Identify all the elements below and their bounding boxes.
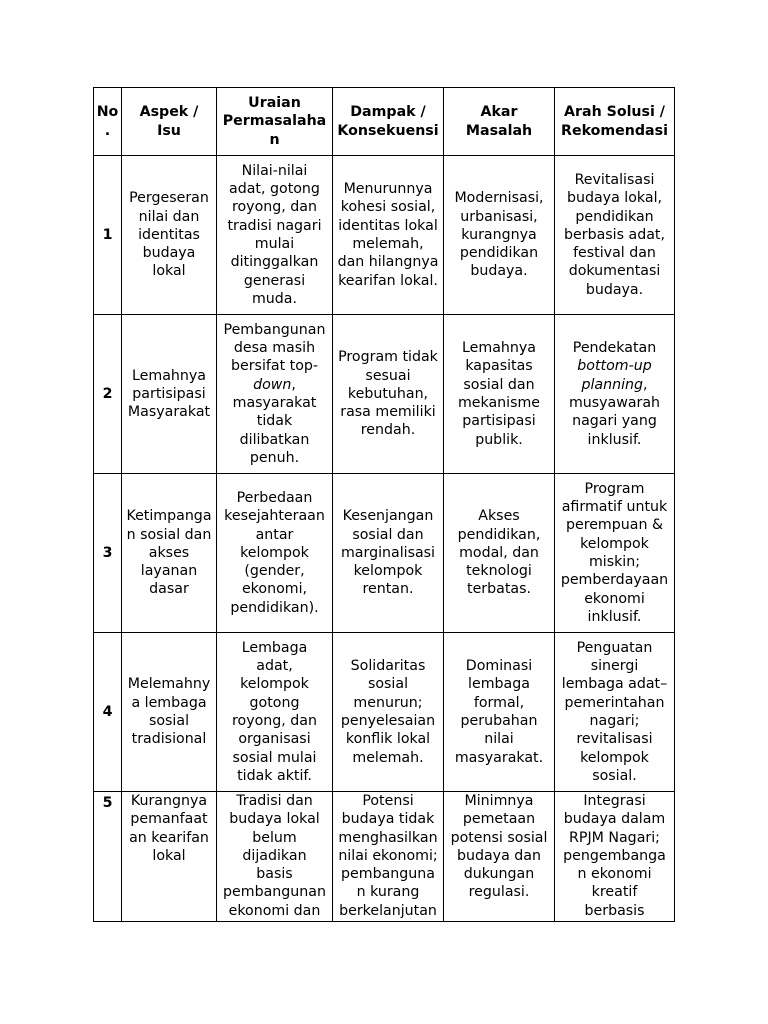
- cell-line: dan hilangnya: [337, 254, 439, 271]
- cell-line: an kearifan: [129, 829, 209, 846]
- cell-line: Integrasi: [583, 793, 646, 809]
- dampak-cell: [333, 792, 444, 922]
- cell-line: rentan.: [362, 581, 414, 598]
- arah-cell: [555, 633, 675, 792]
- table-row: [93, 156, 675, 315]
- cell-line: kelompok: [240, 676, 309, 693]
- header-aspek: [122, 88, 217, 156]
- cell-line: budaya lokal,: [566, 190, 663, 207]
- cell-line: pengembanga: [563, 847, 666, 864]
- cell-line: Ketimpanga: [126, 508, 212, 525]
- cell-line: kurangnya: [461, 226, 537, 243]
- cell-line: bottom-up: [577, 358, 652, 375]
- header-uraian: [217, 88, 333, 156]
- cell-line: No: [96, 104, 119, 121]
- cell-line: Masyarakat: [127, 404, 211, 421]
- cell-line: modal, dan: [459, 544, 539, 561]
- cell-line: royong, dan: [231, 199, 317, 216]
- cell-line: kohesi sosial,: [340, 199, 436, 216]
- cell-line: terbatas.: [467, 581, 531, 598]
- akar-cell: [444, 792, 555, 922]
- header-arah: [555, 88, 675, 156]
- cell-line: nilai ekonomi;: [338, 847, 438, 864]
- cell-line: Konsekuensi: [337, 122, 439, 139]
- cell-line: ekonomi,: [241, 581, 308, 598]
- cell-line: melemah,: [352, 236, 424, 252]
- cell-line: berkelanjutan: [339, 902, 437, 919]
- cell-line: revitalisasi: [576, 731, 653, 748]
- cell-line: Aspek /: [139, 104, 199, 121]
- cell-line: rendah.: [360, 422, 416, 439]
- cell-line: formal,: [473, 694, 525, 711]
- cell-line: sosial: [367, 676, 409, 693]
- cell-line: sesuai: [365, 367, 411, 384]
- table-row: [93, 792, 675, 922]
- cell-line: nagari;: [589, 713, 640, 729]
- cell-line: budaya dalam: [563, 811, 666, 828]
- arah-cell: [555, 792, 675, 922]
- cell-line: urbanisasi,: [460, 208, 538, 225]
- row-number: 3: [94, 474, 122, 633]
- aspek-cell: [122, 474, 217, 633]
- cell-line: menurun;: [353, 694, 423, 711]
- cell-line: kelompok: [240, 544, 309, 561]
- cell-line: Dominasi: [465, 658, 533, 675]
- akar-cell: [444, 156, 555, 315]
- cell-line: basis: [256, 866, 293, 883]
- cell-line: RPJM Nagari;: [569, 829, 660, 846]
- uraian-cell: [217, 633, 333, 792]
- cell-line: Permasalaha: [222, 113, 327, 130]
- dampak-cell: [333, 633, 444, 792]
- cell-line: down,: [253, 376, 296, 393]
- cell-line: Modernisasi,: [454, 190, 544, 207]
- cell-line: Pergeseran: [129, 190, 209, 207]
- cell-line: perempuan &: [565, 517, 664, 534]
- header-akar: [444, 88, 555, 156]
- cell-line: perubahan: [460, 713, 538, 729]
- header-no: [94, 88, 122, 156]
- cell-line: nagari yang: [572, 413, 657, 430]
- cell-line: adat, gotong: [229, 181, 320, 198]
- cell-line: kelompok: [580, 535, 649, 552]
- cell-line: nilai: [484, 731, 514, 748]
- cell-line: berbasis adat,: [564, 226, 665, 243]
- aspek-cell: [122, 315, 217, 474]
- cell-line: Rekomendasi: [561, 122, 668, 139]
- cell-line: budaya lokal: [229, 811, 320, 828]
- cell-line: miskin;: [588, 554, 641, 570]
- cell-line: dilibatkan: [239, 431, 310, 448]
- cell-line: bersifat top-: [230, 358, 319, 375]
- cell-line: organisasi: [238, 731, 311, 748]
- cell-line: Kurangnya: [130, 793, 208, 809]
- cell-line: sosial mulai: [232, 749, 317, 766]
- cell-line: Penguatan: [576, 639, 653, 656]
- cell-line: Tradisi dan: [236, 793, 313, 809]
- cell-line: Lembaga: [241, 639, 308, 656]
- cell-line: Pembangunan: [223, 321, 326, 338]
- cell-line: inklusif.: [587, 608, 642, 625]
- cell-line: Isu: [157, 122, 181, 139]
- cell-line: Melemahny: [127, 676, 211, 693]
- cell-line: melemah.: [352, 749, 424, 766]
- cell-line: kelompok: [580, 749, 649, 766]
- cell-line: pemetaan: [462, 811, 536, 828]
- cell-line: Uraian: [248, 95, 301, 112]
- cell-line: Akar: [480, 104, 518, 121]
- table-header-row: [93, 87, 675, 156]
- arah-cell: [555, 156, 675, 315]
- cell-line: penyelesaian: [340, 713, 436, 729]
- cell-line: Lemahnya: [462, 340, 536, 357]
- cell-line: lokal: [152, 263, 186, 280]
- cell-line: inklusif.: [587, 431, 642, 448]
- cell-line: royong, dan: [232, 713, 317, 729]
- cell-line: pemerintahan: [564, 694, 665, 711]
- cell-line: rasa memiliki: [340, 404, 436, 421]
- cell-line: Pendekatan: [572, 340, 657, 357]
- cell-line: Nilai-nilai: [241, 162, 308, 179]
- cell-line: potensi sosial: [450, 829, 548, 846]
- cell-line: gotong: [249, 694, 300, 711]
- cell-line: Program tidak: [338, 349, 438, 366]
- cell-line: n ekonomi: [577, 866, 652, 883]
- cell-line: lembaga adat–: [561, 676, 668, 693]
- cell-line: nilai dan: [138, 208, 200, 225]
- cell-line: kreatif: [591, 884, 638, 901]
- cell-line: kebutuhan,: [347, 385, 429, 402]
- cell-line: partisipasi: [462, 413, 536, 430]
- cell-line: pembangunan: [223, 884, 326, 901]
- cell-line: belum: [252, 829, 297, 846]
- cell-line: Potensi: [362, 793, 414, 809]
- cell-line: penuh.: [249, 449, 300, 466]
- cell-line: (gender,: [244, 563, 305, 580]
- cell-line: pemanfaat: [130, 811, 208, 828]
- cell-line: n kurang: [356, 884, 420, 901]
- cell-line: n: [269, 131, 280, 148]
- akar-cell: [444, 474, 555, 633]
- cell-line: pembanguna: [341, 866, 435, 883]
- cell-line: lembaga: [468, 676, 530, 693]
- table-row: [93, 633, 675, 792]
- row-number: 2: [94, 315, 122, 474]
- cell-line: masyarakat: [232, 395, 317, 411]
- cell-line: konflik lokal: [345, 731, 431, 748]
- cell-line: dokumentasi: [568, 263, 661, 280]
- cell-line: a lembaga: [131, 694, 207, 711]
- cell-line: Kesenjangan: [342, 508, 434, 525]
- row-number: 1: [94, 156, 122, 315]
- cell-line: Perbedaan: [236, 489, 313, 506]
- cell-line: Minimnya: [464, 793, 534, 809]
- cell-line: berbasis: [584, 902, 645, 919]
- cell-line: masyarakat.: [454, 749, 544, 766]
- cell-line: tradisi nagari: [227, 217, 322, 234]
- problem-table: [93, 87, 675, 921]
- cell-line: kearifan lokal.: [338, 272, 438, 289]
- cell-line: budaya.: [585, 281, 644, 298]
- aspek-cell: [122, 792, 217, 922]
- cell-line: pemberdayaan: [560, 572, 669, 589]
- cell-line: Akses: [478, 508, 520, 525]
- cell-line: tidak aktif.: [237, 767, 312, 784]
- cell-line: regulasi.: [468, 884, 530, 901]
- cell-line: Menurunnya: [343, 181, 433, 198]
- uraian-cell: [217, 315, 333, 474]
- cell-line: Dampak /: [350, 104, 426, 121]
- row-number: 5: [94, 792, 122, 922]
- cell-line: Solidaritas: [350, 658, 426, 675]
- cell-line: dasar: [149, 581, 189, 598]
- uraian-cell: [217, 156, 333, 315]
- cell-line: sosial.: [592, 767, 637, 784]
- aspek-cell: [122, 633, 217, 792]
- uraian-cell: [217, 792, 333, 922]
- cell-line: dijadikan: [242, 847, 307, 864]
- aspek-cell: [122, 156, 217, 315]
- cell-line: kapasitas: [465, 358, 533, 375]
- cell-line: akses: [148, 544, 190, 561]
- cell-line: publik.: [475, 431, 523, 448]
- cell-line: adat,: [256, 658, 293, 675]
- cell-line: mulai: [254, 236, 295, 252]
- cell-line: antar: [255, 526, 294, 543]
- cell-line: planning,: [581, 376, 648, 393]
- cell-line: budaya.: [470, 263, 528, 280]
- table-row: [93, 474, 675, 633]
- row-number: 4: [94, 633, 122, 792]
- cell-line: teknologi: [466, 563, 532, 580]
- cell-line: layanan: [140, 563, 198, 580]
- cell-line: identitas: [138, 226, 200, 243]
- cell-line: kesejahteraan: [224, 508, 325, 525]
- cell-line: ekonomi dan: [228, 902, 321, 919]
- cell-line: marginalisasi: [340, 544, 436, 561]
- cell-line: festival dan: [573, 245, 656, 262]
- cell-line: sosial dan: [463, 376, 535, 393]
- cell-line: musyawarah: [568, 395, 661, 411]
- cell-line: pendidikan: [575, 208, 654, 225]
- cell-line: Program: [584, 480, 645, 497]
- cell-line: tradisional: [131, 731, 207, 748]
- cell-line: pendidikan,: [457, 526, 541, 543]
- akar-cell: [444, 633, 555, 792]
- cell-line: budaya tidak: [341, 811, 435, 828]
- cell-line: desa masih: [233, 340, 316, 357]
- cell-line: pendidikan).: [230, 599, 319, 616]
- cell-line: kelompok: [353, 563, 423, 580]
- cell-line: ekonomi: [584, 590, 645, 607]
- cell-line: partisipasi: [132, 385, 206, 402]
- cell-line: dukungan: [463, 866, 535, 883]
- cell-line: budaya: [142, 245, 196, 262]
- cell-line: afirmatif untuk: [561, 499, 668, 516]
- cell-line: n sosial dan: [126, 526, 212, 543]
- cell-line: sosial dan: [352, 526, 424, 543]
- cell-line: sinergi: [590, 658, 639, 675]
- header-dampak: [333, 88, 444, 156]
- cell-line: Lemahnya: [132, 367, 206, 384]
- cell-line: menghasilkan: [338, 829, 438, 846]
- dampak-cell: [333, 474, 444, 633]
- cell-line: Revitalisasi: [574, 171, 655, 188]
- cell-line: .: [104, 122, 111, 139]
- cell-line: tidak: [256, 413, 293, 430]
- cell-line: lokal: [152, 847, 186, 864]
- cell-line: mekanisme: [457, 395, 541, 411]
- cell-line: sosial: [148, 713, 190, 729]
- arah-cell: [555, 315, 675, 474]
- cell-line: generasi: [243, 272, 306, 289]
- cell-line: Masalah: [465, 122, 533, 139]
- uraian-cell: [217, 474, 333, 633]
- arah-cell: [555, 474, 675, 633]
- cell-line: pendidikan: [459, 245, 539, 262]
- cell-line: budaya dan: [456, 847, 541, 864]
- cell-line: muda.: [251, 290, 297, 307]
- cell-line: Arah Solusi /: [564, 104, 665, 121]
- dampak-cell: [333, 315, 444, 474]
- akar-cell: [444, 315, 555, 474]
- table-row: [93, 315, 675, 474]
- dampak-cell: [333, 156, 444, 315]
- cell-line: identitas lokal: [338, 217, 438, 234]
- cell-line: ditinggalkan: [230, 254, 319, 271]
